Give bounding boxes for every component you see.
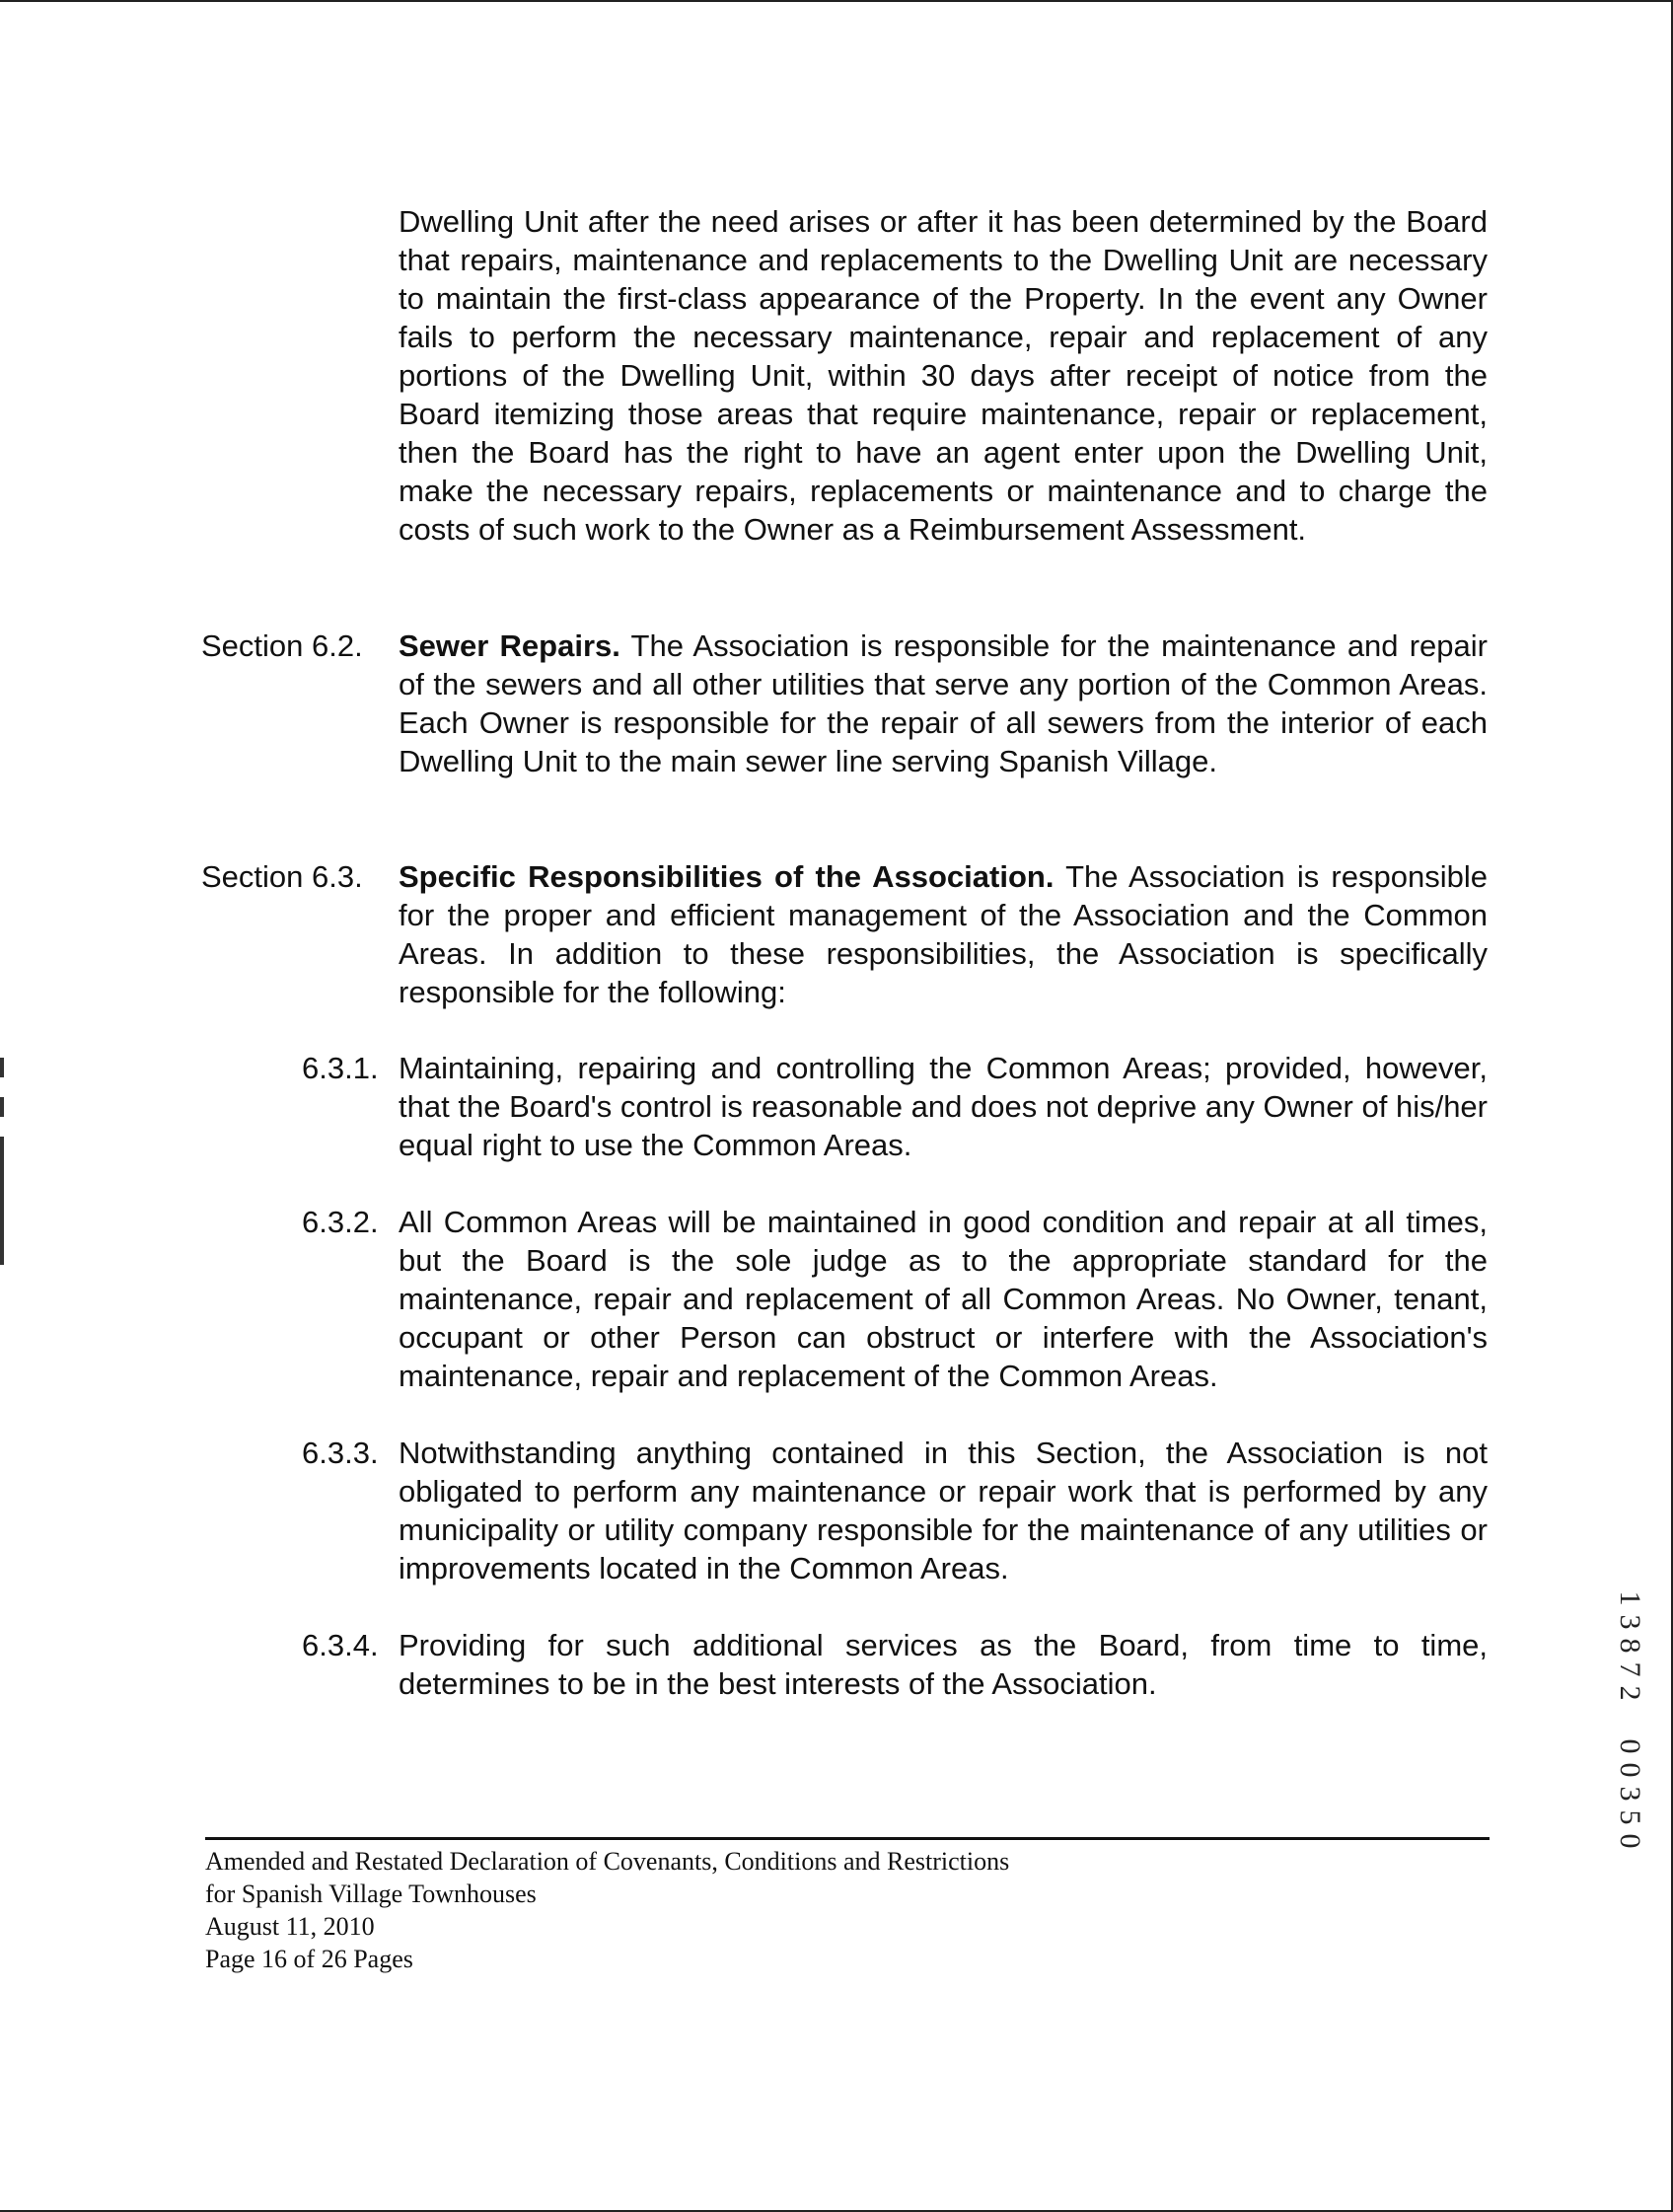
- subsection-label-6-3-3: 6.3.3.: [302, 1436, 379, 1470]
- scan-edge-mark: [0, 1097, 4, 1117]
- stamp-digit: 0: [1614, 1833, 1646, 1849]
- footer-rule: [205, 1837, 1490, 1840]
- scan-edge-mark: [0, 1137, 4, 1265]
- section-6-3-heading: Specific Responsibilities of the Association.: [399, 859, 1055, 894]
- intro-paragraph: Dwelling Unit after the need arises or after it has been determined by the Board that repairs, maintenance and replacements to the Dwelling Unit are necessary to maintain the first-class appearance of the Property. In the event any Owner fails to perform the necessary maintenance, repair and replacement of any portions of the Dwelling Unit, within 30 days after receipt of notice from the Board itemizing those areas that require maintenance, repair or replacement, then the Board has the right to have an agent enter upon the Dwelling Unit, make the necessary repairs, replacements or maintenance and to charge the costs of such work to the Owner as a Reimbursement Assessment.: [399, 204, 1488, 547]
- stamp-digit: 8: [1614, 1638, 1646, 1654]
- stamp-digit: 0: [1614, 1738, 1646, 1754]
- section-label-6-3: Section 6.3.: [201, 859, 363, 894]
- stamp-digit: 3: [1614, 1786, 1646, 1802]
- section-6-2-heading: Sewer Repairs.: [399, 628, 620, 663]
- stamp-digit: 3: [1614, 1614, 1646, 1630]
- subsection-6-3-1-text: Maintaining, repairing and controlling the Common Areas; provided, however, that the Board's control is reasonable and does not deprive any Owner of his/her equal right to use the Common Areas.: [399, 1051, 1488, 1162]
- subsection-label-6-3-4: 6.3.4.: [302, 1628, 379, 1662]
- footer-title-line-2: for Spanish Village Townhouses: [205, 1880, 537, 1908]
- footer-title-line-1: Amended and Restated Declaration of Covenants, Conditions and Restrictions: [205, 1847, 1010, 1876]
- stamp-digit: 7: [1614, 1661, 1646, 1677]
- section-label-6-2: Section 6.2.: [201, 628, 363, 663]
- section-6-2-text: The Association is responsible for the maintenance and repair of the sewers and all other utilities that serve any portion of the Common Areas. Each Owner is responsible for the repair of all sewers from the interior of each Dwelling Unit to the main sewer line serving Spanish Village.: [399, 628, 1488, 778]
- footer-date: August 11, 2010: [205, 1912, 375, 1941]
- section-6-3-text: The Association is responsible for the proper and efficient management of the Association and the Common Areas. In addition to these responsibilities, the Association is specifically responsible for the following:: [399, 859, 1488, 1009]
- subsection-6-3-2-text: All Common Areas will be maintained in good condition and repair at all times, but the Board is the sole judge as to the appropriate standard for the maintenance, repair and replacement of all Common Areas. No Owner, tenant, occupant or other Person can obstruct or interfere with the Association's maintenance, repair and replacement of the Common Areas.: [399, 1205, 1488, 1393]
- stamp-digit: 0: [1614, 1762, 1646, 1778]
- section-6-3-body: [399, 857, 1488, 1011]
- subsection-6-3-4-text: Providing for such additional services as the Board, from time to time, determines to be in the best interests of the Association.: [399, 1628, 1488, 1701]
- scan-edge-mark: [0, 1058, 4, 1077]
- section-6-2-body: [399, 627, 1488, 780]
- subsection-6-3-3-text: Notwithstanding anything contained in this Section, the Association is not obligated to perform any maintenance or repair work that is performed by any municipality or utility company responsible for the maintenance of any utilities or improvements located in the Common Areas.: [399, 1436, 1488, 1585]
- footer-page-number: Page 16 of 26 Pages: [205, 1945, 413, 1973]
- subsection-label-6-3-1: 6.3.1.: [302, 1051, 379, 1085]
- stamp-digit: 1: [1614, 1590, 1646, 1606]
- footer: [205, 1845, 1009, 1975]
- subsection-label-6-3-2: 6.3.2.: [302, 1205, 379, 1239]
- stamp-digit: 5: [1614, 1809, 1646, 1825]
- stamp-digit: 2: [1614, 1685, 1646, 1701]
- recording-stamp: [1610, 1586, 1649, 1853]
